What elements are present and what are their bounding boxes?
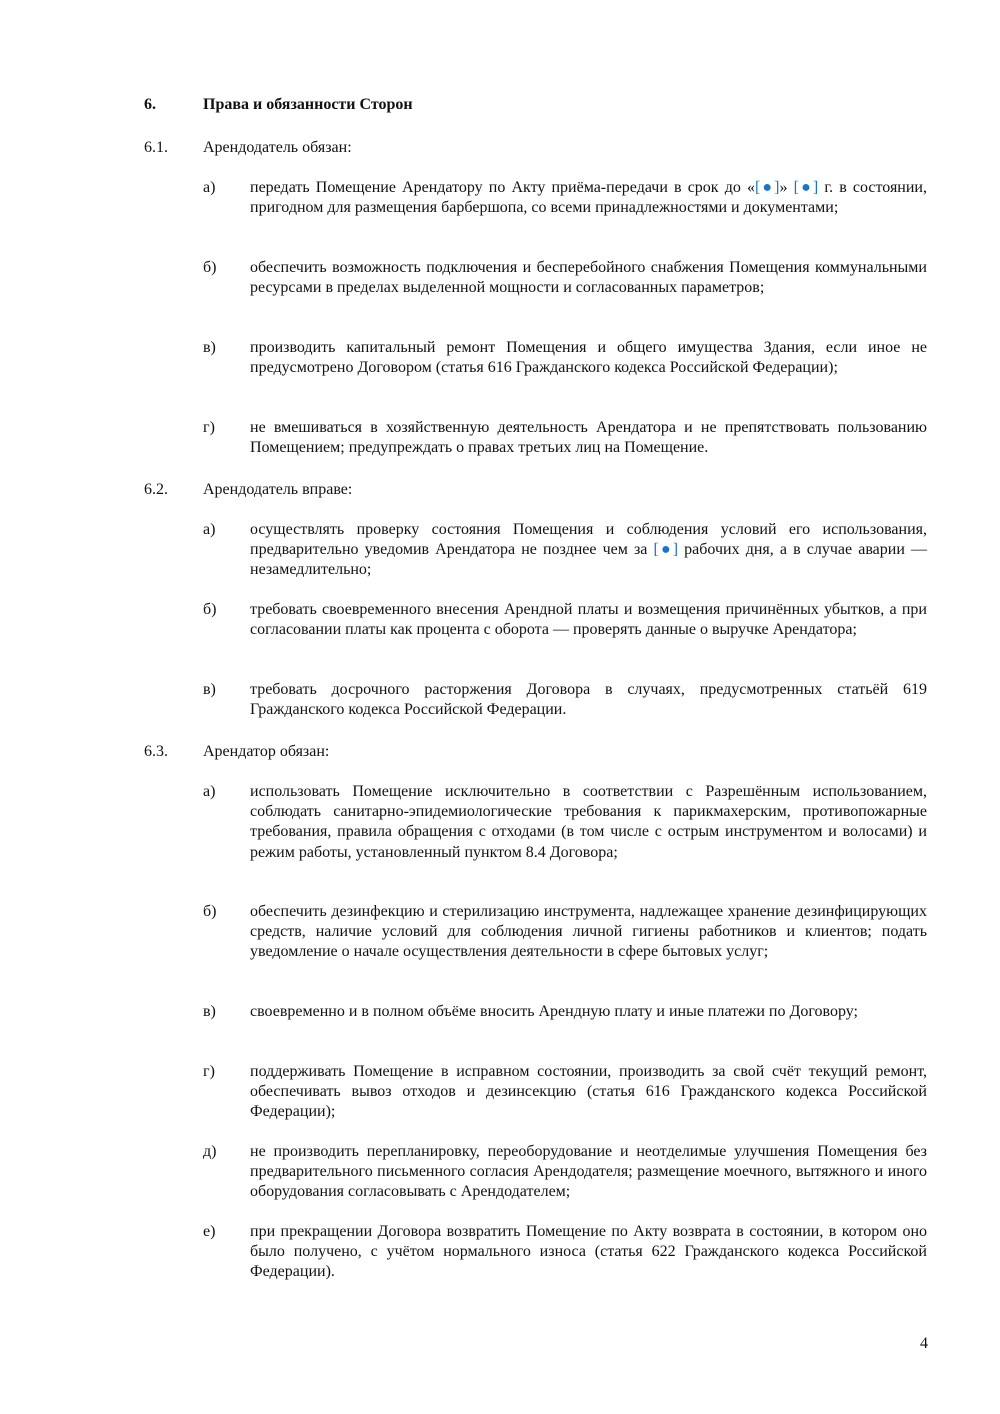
clause-title: Арендодатель вправе: <box>203 481 353 498</box>
text-segment: г. в состоянии, пригодном для размещения барбершопа, со всеми принадлежностями и документами; <box>250 179 927 217</box>
placeholder-field: [●] <box>653 541 679 559</box>
item-text <box>250 338 927 378</box>
item-text <box>250 418 927 458</box>
text-segment: осуществлять проверку состояния Помещения и соблюдения условий его использования, предварительно уведомив Арендатора не позднее чем за <box>250 521 927 559</box>
text-segment: использовать Помещение исключительно в соответствии с Разрешённым использованием, соблюдать санитарно-эпидемиологические требования к парикмахерским, противопожарные требования, правила обращения с отходами (в том числе с острым инструментом и волосами) и режим работы, установленный пунктом 8.4 Договора; <box>250 783 927 861</box>
list-item <box>203 178 927 218</box>
item-text <box>250 902 927 963</box>
item-marker: а) <box>203 521 216 538</box>
text-segment: производить капитальный ремонт Помещения и общего имущества Здания, если иное не предусмотрено Договором (статья 616 Гражданского кодекса Российской Федерации); <box>250 339 927 377</box>
list-item <box>203 258 927 298</box>
text-segment: не вмешиваться в хозяйственную деятельность Арендатора и не препятствовать пользованию Помещением; предупреждать о правах третьих лиц на Помещение. <box>250 419 927 457</box>
list-item <box>203 520 927 581</box>
item-marker: д) <box>203 1143 217 1160</box>
item-text <box>250 520 927 581</box>
list-item <box>203 418 927 458</box>
list-item <box>203 600 927 640</box>
item-marker: в) <box>203 681 216 698</box>
list-item <box>203 1222 927 1283</box>
item-marker: а) <box>203 783 216 800</box>
list-item <box>203 338 927 378</box>
item-marker: б) <box>203 601 217 618</box>
item-text <box>250 258 927 298</box>
item-text <box>250 1002 927 1022</box>
text-segment: поддерживать Помещение в исправном состоянии, производить за свой счёт текущий ремонт, обеспечивать вывоз отходов и дезинсекцию (статья 616 Гражданского кодекса Российской Федерации); <box>250 1063 927 1121</box>
item-text <box>250 782 927 863</box>
item-marker: б) <box>203 903 217 920</box>
item-text <box>250 1222 927 1283</box>
item-marker: г) <box>203 1063 215 1080</box>
clause-title: Арендатор обязан: <box>203 743 330 760</box>
item-text <box>250 1142 927 1203</box>
list-item <box>203 782 927 863</box>
list-item <box>203 902 927 963</box>
placeholder-field: [●] <box>754 179 780 196</box>
text-segment: требовать своевременного внесения Арендной платы и возмещения причинённых убытков, а при согласовании платы как процента с оборота — проверять данные о выручке Арендатора; <box>250 601 927 639</box>
placeholder-field: [●] <box>793 179 819 196</box>
text-segment: рабочих дня, а в случае аварии — незамедлительно; <box>250 541 928 579</box>
text-segment: не производить перепланировку, переоборудование и неотделимые улучшения Помещения без предварительного письменного согласия Арендодателя; размещение моечного, вытяжного и иного оборудования согласовывать с Арендодателем; <box>250 1143 927 1201</box>
list-item <box>203 1142 927 1203</box>
clause-number: 6.1. <box>144 139 168 156</box>
item-text <box>250 680 927 720</box>
item-marker: в) <box>203 1003 216 1020</box>
item-text <box>250 600 927 640</box>
text-segment: обеспечить дезинфекцию и стерилизацию инструмента, надлежащее хранение дезинфицирующих средств, наличие условий для соблюдения личной гигиены работников и клиентов; подать уведомление о начале осуществления деятельности в сфере бытовых услуг; <box>250 903 927 961</box>
clause-number: 6.3. <box>144 743 168 760</box>
text-segment: обеспечить возможность подключения и бесперебойного снабжения Помещения коммунальными ресурсами в пределах выделенной мощности и согласованных параметров; <box>250 259 927 297</box>
list-item <box>203 1002 927 1022</box>
text-segment: передать Помещение Арендатору по Акту приёма-передачи в срок до « <box>250 179 755 196</box>
section-number: 6. <box>144 96 156 113</box>
item-marker: б) <box>203 259 217 276</box>
text-segment: требовать досрочного расторжения Договора в случаях, предусмотренных статьёй 619 Гражданского кодекса Российской Федерации. <box>250 681 927 719</box>
text-segment: » <box>779 179 794 196</box>
text-segment: своевременно и в полном объёме вносить Арендную плату и иные платежи по Договору; <box>250 1003 858 1020</box>
text-segment: при прекращении Договора возвратить Помещение по Акту возврата в состоянии, в котором оно было получено, с учётом нормального износа (статья 622 Гражданского кодекса Российской Федерации). <box>250 1223 927 1281</box>
clause-title: Арендодатель обязан: <box>203 139 352 156</box>
item-text <box>250 1062 927 1123</box>
clause-number: 6.2. <box>144 481 168 498</box>
item-text <box>250 178 927 218</box>
item-marker: г) <box>203 419 215 436</box>
page-number: 4 <box>920 1335 928 1352</box>
section-title: Права и обязанности Сторон <box>203 96 413 113</box>
item-marker: е) <box>203 1223 216 1240</box>
list-item <box>203 680 927 720</box>
item-marker: а) <box>203 179 216 196</box>
item-marker: в) <box>203 339 216 356</box>
list-item <box>203 1062 927 1123</box>
